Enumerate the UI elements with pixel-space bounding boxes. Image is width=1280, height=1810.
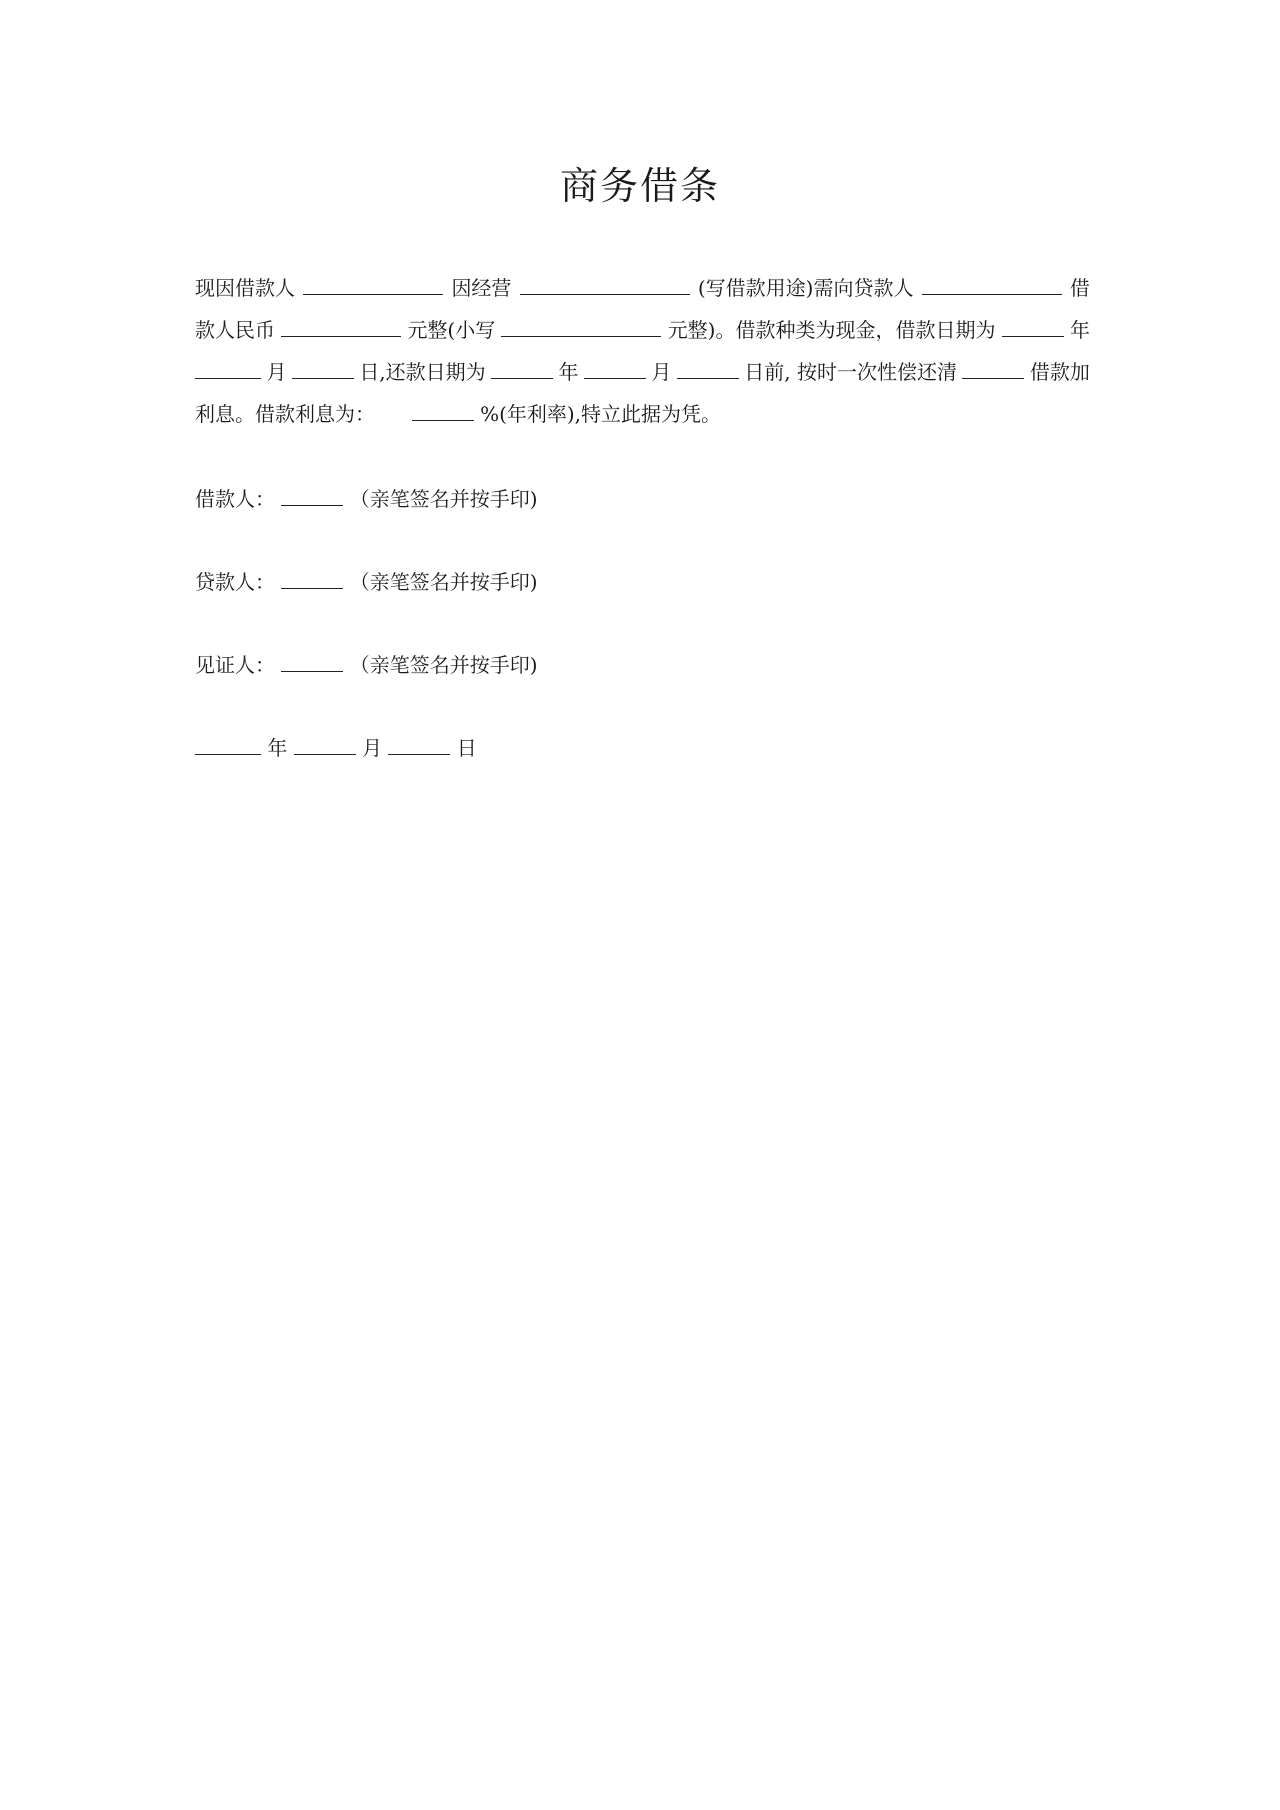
date-month-label: 月: [362, 736, 383, 760]
loan-purpose-blank: [520, 276, 690, 295]
document-title: 商务借条: [559, 164, 720, 208]
borrower-signature-note: （亲笔签名并按手印): [349, 487, 538, 511]
text-borrow: 借: [1069, 276, 1090, 300]
text-repay-date: 日,还款日期为: [359, 360, 486, 384]
date-year-blank: [195, 736, 261, 755]
text-reason: 现因借款人: [195, 276, 295, 300]
text-repay-once: 日前, 按时一次性偿还清: [744, 360, 958, 384]
text-yuan-lower: 元整(小写: [407, 318, 496, 342]
lender-name-blank: [922, 276, 1062, 295]
body-line-1: [195, 276, 1090, 300]
interest-rate-blank: [412, 402, 474, 421]
date-year-label: 年: [267, 736, 288, 760]
repay-year-blank: [491, 360, 553, 379]
text-repay-year: 年: [558, 360, 579, 384]
lender-signature-line: [195, 570, 538, 594]
text-repay-month: 月: [651, 360, 672, 384]
body-line-3: [195, 360, 1090, 384]
date-day-blank: [388, 736, 450, 755]
lender-label: 贷款人：: [195, 570, 275, 594]
body-line-4: [195, 402, 721, 426]
loan-month-blank: [195, 360, 261, 379]
witness-label: 见证人：: [195, 653, 275, 677]
loan-day-blank: [292, 360, 354, 379]
date-month-blank: [294, 736, 356, 755]
witness-signature-note: （亲笔签名并按手印): [349, 653, 538, 677]
text-business: 因经营: [451, 276, 512, 300]
date-day-label: 日: [456, 736, 477, 760]
text-rmb: 款人民币: [195, 318, 275, 342]
amount-words-blank: [281, 318, 401, 337]
repay-month-blank: [584, 360, 646, 379]
witness-signature-line: [195, 653, 538, 677]
text-purpose-note: (写借款用途)需向贷款人: [697, 276, 914, 300]
borrower-label: 借款人：: [195, 487, 275, 511]
text-year: 年: [1069, 318, 1090, 342]
borrower-signature-line: [195, 487, 538, 511]
lender-signature-blank: [281, 570, 343, 589]
body-line-2: [195, 318, 1090, 342]
lender-signature-note: （亲笔签名并按手印): [349, 570, 538, 594]
borrower-name-blank: [303, 276, 443, 295]
loan-year-blank: [1002, 318, 1064, 337]
text-loan-plus: 借款加: [1029, 360, 1090, 384]
borrower-signature-blank: [281, 487, 343, 506]
amount-digits-blank: [501, 318, 661, 337]
text-loan-type: 元整)。借款种类为现金，借款日期为: [667, 318, 996, 342]
text-interest: 利息。借款利息为：: [195, 402, 375, 426]
repay-amount-blank: [962, 360, 1024, 379]
witness-signature-blank: [281, 653, 343, 672]
repay-day-blank: [677, 360, 739, 379]
date-line: [195, 736, 477, 760]
text-month: 月: [266, 360, 287, 384]
text-annual-rate: %(年利率),特立此据为凭。: [480, 402, 722, 426]
